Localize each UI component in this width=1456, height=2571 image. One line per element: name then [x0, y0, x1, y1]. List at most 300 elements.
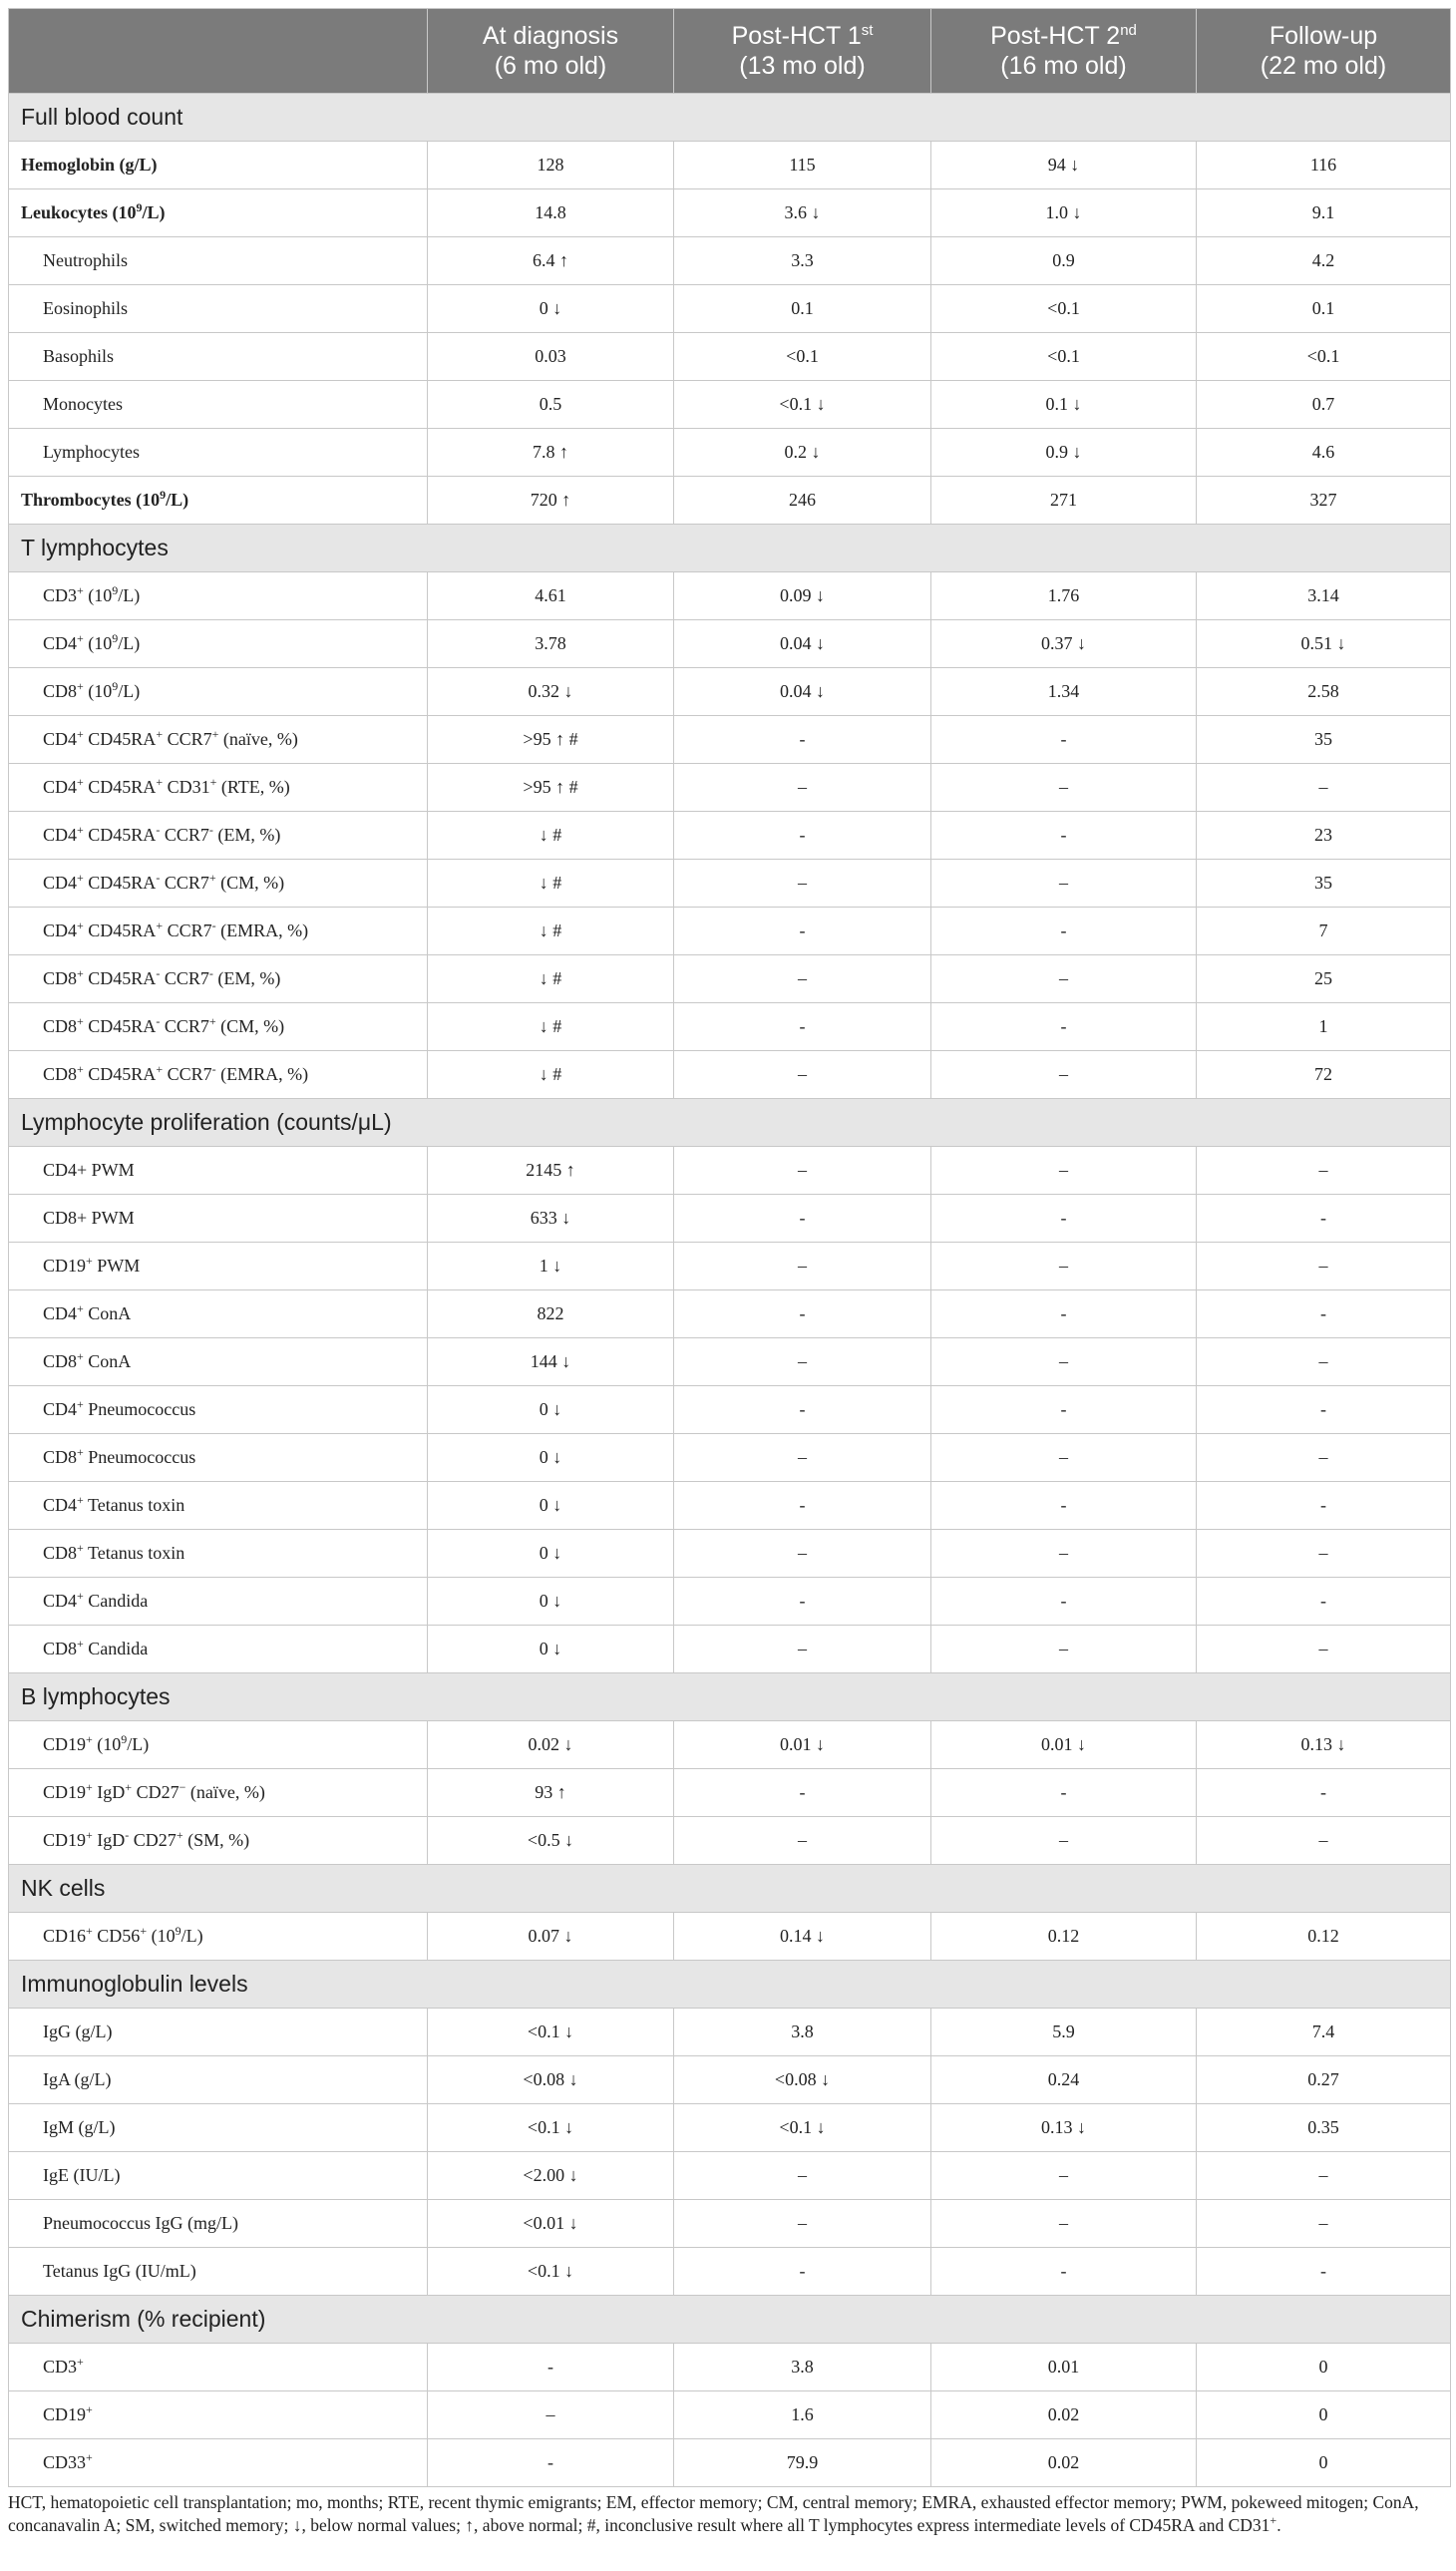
- row-label: [9, 1769, 428, 1817]
- value-cell: >95 ↑ #: [428, 716, 674, 764]
- table-row: [9, 429, 1451, 477]
- label-text: Tetanus toxin: [83, 1543, 185, 1563]
- value-cell: 633 ↓: [428, 1195, 674, 1243]
- row-label: [9, 1817, 428, 1865]
- label-text: CD4: [43, 920, 78, 940]
- table-row: [9, 237, 1451, 285]
- row-label: [9, 429, 428, 477]
- value-cell: -: [428, 2344, 674, 2391]
- row-label: [9, 142, 428, 189]
- header-at-diagnosis-line2: (6 mo old): [494, 52, 607, 80]
- value-cell: -: [931, 1578, 1197, 1626]
- label-superscript: +: [77, 871, 84, 885]
- value-cell: <0.08 ↓: [428, 2056, 674, 2104]
- value-cell: –: [931, 2200, 1197, 2248]
- value-cell: 0.04 ↓: [674, 668, 931, 716]
- label-text: CD27: [129, 1830, 177, 1850]
- label-text: CD8+ PWM: [43, 1208, 135, 1228]
- value-cell: -: [1197, 1769, 1451, 1817]
- value-cell: –: [931, 1147, 1197, 1195]
- label-text: Candida: [83, 1639, 149, 1658]
- row-label: [9, 572, 428, 620]
- label-superscript: +: [156, 918, 164, 932]
- row-label: [9, 2056, 428, 2104]
- table-row: [9, 1817, 1451, 1865]
- value-cell: –: [674, 1243, 931, 1290]
- value-cell: 0.37 ↓: [931, 620, 1197, 668]
- label-text: CD33: [43, 2452, 87, 2472]
- label-text: Lymphocytes: [43, 442, 140, 462]
- row-label: [9, 1386, 428, 1434]
- value-cell: 7: [1197, 908, 1451, 955]
- section-title: Lymphocyte proliferation (counts/μL): [9, 1099, 1451, 1147]
- label-superscript: +: [77, 1637, 84, 1651]
- value-cell: 7.4: [1197, 2009, 1451, 2056]
- value-cell: 14.8: [428, 189, 674, 237]
- value-cell: 2.58: [1197, 668, 1451, 716]
- header-post-hct-2nd-line2: (16 mo old): [1000, 52, 1127, 80]
- value-cell: 144 ↓: [428, 1338, 674, 1386]
- label-text: IgE (IU/L): [43, 2165, 121, 2185]
- value-cell: -: [931, 908, 1197, 955]
- header-at-diagnosis-line1: At diagnosis: [482, 22, 619, 50]
- label-text: CD4: [43, 1591, 78, 1611]
- value-cell: 327: [1197, 477, 1451, 525]
- label-superscript: -: [156, 823, 161, 837]
- value-cell: –: [1197, 1338, 1451, 1386]
- label-superscript: -: [208, 823, 213, 837]
- table-body: [9, 94, 1451, 2487]
- label-text: Pneumococcus: [83, 1447, 196, 1467]
- value-cell: 94 ↓: [931, 142, 1197, 189]
- value-cell: –: [1197, 1626, 1451, 1673]
- row-label: [9, 477, 428, 525]
- header-follow-up-line2: (22 mo old): [1260, 52, 1387, 80]
- label-text: CD4: [43, 825, 78, 845]
- label-text: CD45RA: [83, 729, 157, 749]
- value-cell: -: [931, 1386, 1197, 1434]
- table-row: [9, 1386, 1451, 1434]
- label-text: CD45RA: [83, 1016, 157, 1036]
- label-superscript: +: [77, 918, 84, 932]
- value-cell: 35: [1197, 716, 1451, 764]
- value-cell: 0.01 ↓: [674, 1721, 931, 1769]
- table-row: [9, 572, 1451, 620]
- label-text: IgG (g/L): [43, 2021, 113, 2041]
- value-cell: ↓ #: [428, 955, 674, 1003]
- value-cell: 0.51 ↓: [1197, 620, 1451, 668]
- value-cell: 0: [1197, 2391, 1451, 2439]
- label-text: (EM, %): [212, 968, 281, 988]
- label-superscript: +: [86, 1924, 93, 1938]
- row-label: [9, 908, 428, 955]
- value-cell: -: [931, 1769, 1197, 1817]
- label-superscript: +: [156, 1062, 164, 1076]
- label-superscript: -: [156, 1014, 161, 1028]
- row-label: [9, 1721, 428, 1769]
- label-text: ConA: [83, 1303, 132, 1323]
- value-cell: 0.03: [428, 333, 674, 381]
- label-superscript: +: [77, 727, 84, 741]
- label-text: CD4: [43, 1495, 78, 1515]
- label-text: CD45RA: [83, 1064, 157, 1084]
- label-text: CD19: [43, 1830, 87, 1850]
- row-label: [9, 1243, 428, 1290]
- table-row: [9, 620, 1451, 668]
- value-cell: –: [1197, 2152, 1451, 2200]
- value-cell: 0.12: [931, 1913, 1197, 1961]
- label-superscript: 9: [112, 679, 119, 693]
- table-row: [9, 1626, 1451, 1673]
- label-text: CD19: [43, 1734, 87, 1754]
- value-cell: –: [931, 955, 1197, 1003]
- label-superscript: +: [176, 1828, 183, 1842]
- value-cell: –: [931, 1434, 1197, 1482]
- label-text: Basophils: [43, 346, 115, 366]
- section-title: T lymphocytes: [9, 525, 1451, 572]
- value-cell: 23: [1197, 812, 1451, 860]
- label-superscript: +: [86, 2402, 93, 2416]
- label-text: CCR7: [160, 825, 209, 845]
- value-cell: –: [931, 1626, 1197, 1673]
- value-cell: –: [1197, 1243, 1451, 1290]
- value-cell: 0.9: [931, 237, 1197, 285]
- value-cell: 0.13 ↓: [1197, 1721, 1451, 1769]
- table-row: [9, 2344, 1451, 2391]
- value-cell: 0.01: [931, 2344, 1197, 2391]
- label-text: CD8: [43, 1447, 78, 1467]
- table-row: [9, 142, 1451, 189]
- value-cell: 0.14 ↓: [674, 1913, 931, 1961]
- label-superscript: -: [211, 918, 216, 932]
- label-superscript: 9: [160, 488, 167, 502]
- label-superscript: 9: [112, 583, 119, 597]
- value-cell: -: [1197, 1290, 1451, 1338]
- label-text: IgD: [92, 1782, 126, 1802]
- label-text: (10: [147, 1926, 176, 1946]
- value-cell: -: [1197, 1482, 1451, 1530]
- value-cell: 128: [428, 142, 674, 189]
- table-row: [9, 1243, 1451, 1290]
- row-label: [9, 860, 428, 908]
- table-row: [9, 1290, 1451, 1338]
- value-cell: 25: [1197, 955, 1451, 1003]
- value-cell: 7.8 ↑: [428, 429, 674, 477]
- row-label: [9, 955, 428, 1003]
- value-cell: –: [931, 1243, 1197, 1290]
- value-cell: -: [931, 1195, 1197, 1243]
- value-cell: –: [931, 1051, 1197, 1099]
- value-cell: 0.27: [1197, 2056, 1451, 2104]
- value-cell: 0 ↓: [428, 1386, 674, 1434]
- row-label: [9, 333, 428, 381]
- row-label: [9, 1482, 428, 1530]
- row-label: [9, 189, 428, 237]
- value-cell: -: [428, 2439, 674, 2487]
- value-cell: –: [428, 2391, 674, 2439]
- label-superscript: +: [77, 1349, 84, 1363]
- label-text: CD4+ PWM: [43, 1160, 135, 1180]
- label-text: CD4: [43, 777, 78, 797]
- label-superscript: +: [209, 775, 217, 789]
- label-superscript: +: [77, 1445, 84, 1459]
- label-text: CD45RA: [83, 825, 157, 845]
- value-cell: 72: [1197, 1051, 1451, 1099]
- section-header-row: [9, 1673, 1451, 1721]
- value-cell: 4.6: [1197, 429, 1451, 477]
- table-row: [9, 764, 1451, 812]
- value-cell: 0 ↓: [428, 1434, 674, 1482]
- value-cell: –: [1197, 1434, 1451, 1482]
- value-cell: –: [674, 1817, 931, 1865]
- label-superscript: +: [208, 871, 216, 885]
- value-cell: <0.1 ↓: [674, 2104, 931, 2152]
- label-text: /L): [181, 1926, 203, 1946]
- label-superscript: +: [86, 1828, 93, 1842]
- label-superscript: -: [211, 1062, 216, 1076]
- row-label: [9, 1913, 428, 1961]
- label-text: CD27: [132, 1782, 180, 1802]
- value-cell: –: [931, 1817, 1197, 1865]
- table-row: [9, 716, 1451, 764]
- label-text: CD45RA: [83, 777, 157, 797]
- label-text: (10: [92, 1734, 122, 1754]
- value-cell: -: [674, 2248, 931, 2296]
- value-cell: -: [1197, 1578, 1451, 1626]
- value-cell: 0.1: [674, 285, 931, 333]
- value-cell: –: [931, 1530, 1197, 1578]
- row-label: [9, 1051, 428, 1099]
- section-title: B lymphocytes: [9, 1673, 1451, 1721]
- label-text: /L): [118, 681, 141, 701]
- value-cell: -: [931, 716, 1197, 764]
- table-row: [9, 668, 1451, 716]
- label-text: CCR7: [160, 968, 209, 988]
- value-cell: 0.01 ↓: [931, 1721, 1197, 1769]
- row-label: [9, 285, 428, 333]
- value-cell: >95 ↑ #: [428, 764, 674, 812]
- header-post-hct-1st: [674, 9, 931, 94]
- value-cell: ↓ #: [428, 812, 674, 860]
- row-label: [9, 2439, 428, 2487]
- value-cell: 93 ↑: [428, 1769, 674, 1817]
- value-cell: ↓ #: [428, 1051, 674, 1099]
- value-cell: 3.8: [674, 2009, 931, 2056]
- label-text: CD3: [43, 585, 78, 605]
- table-row: [9, 333, 1451, 381]
- value-cell: 0: [1197, 2439, 1451, 2487]
- label-text: /L): [127, 1734, 150, 1754]
- table-row: [9, 1578, 1451, 1626]
- row-label: [9, 1626, 428, 1673]
- label-text: CD8: [43, 1351, 78, 1371]
- value-cell: 4.61: [428, 572, 674, 620]
- label-text: PWM: [92, 1256, 141, 1276]
- value-cell: -: [674, 1578, 931, 1626]
- value-cell: –: [674, 1051, 931, 1099]
- label-superscript: +: [86, 1780, 93, 1794]
- label-superscript: +: [77, 1301, 84, 1315]
- lab-results-table: [8, 8, 1451, 2487]
- value-cell: 0 ↓: [428, 1482, 674, 1530]
- label-text: CD4: [43, 873, 78, 893]
- table-row: [9, 2056, 1451, 2104]
- table-row: [9, 2391, 1451, 2439]
- table-row: [9, 2104, 1451, 2152]
- value-cell: –: [674, 2200, 931, 2248]
- value-cell: -: [1197, 1386, 1451, 1434]
- value-cell: 6.4 ↑: [428, 237, 674, 285]
- value-cell: ↓ #: [428, 908, 674, 955]
- row-label: [9, 764, 428, 812]
- label-superscript: -: [156, 871, 161, 885]
- value-cell: 0.02: [931, 2439, 1197, 2487]
- table-row: [9, 189, 1451, 237]
- header-post-hct-2nd-sup: nd: [1120, 22, 1137, 39]
- label-text: Neutrophils: [43, 250, 128, 270]
- table-row: [9, 2152, 1451, 2200]
- label-superscript: −: [179, 1780, 186, 1794]
- value-cell: –: [674, 1338, 931, 1386]
- value-cell: –: [1197, 1530, 1451, 1578]
- value-cell: 3.14: [1197, 572, 1451, 620]
- value-cell: –: [674, 1626, 931, 1673]
- label-text: (naïve, %): [218, 729, 298, 749]
- label-superscript: +: [77, 823, 84, 837]
- label-superscript: +: [156, 775, 164, 789]
- table-row: [9, 1913, 1451, 1961]
- table-row: [9, 2439, 1451, 2487]
- value-cell: <0.1: [1197, 333, 1451, 381]
- header-post-hct-1st-line1: Post-HCT 1: [731, 22, 862, 50]
- label-text: CD4: [43, 1399, 78, 1419]
- label-text: CD3: [43, 2357, 78, 2377]
- table-row: [9, 860, 1451, 908]
- value-cell: 0.5: [428, 381, 674, 429]
- value-cell: 0.1: [1197, 285, 1451, 333]
- label-text: CD31: [163, 777, 210, 797]
- label-superscript: +: [208, 1014, 216, 1028]
- value-cell: 0.07 ↓: [428, 1913, 674, 1961]
- label-text: Hemoglobin (g/L): [21, 155, 158, 175]
- label-text: IgM (g/L): [43, 2117, 116, 2137]
- value-cell: 0 ↓: [428, 1578, 674, 1626]
- value-cell: 246: [674, 477, 931, 525]
- label-superscript: +: [156, 727, 164, 741]
- value-cell: -: [931, 1290, 1197, 1338]
- header-post-hct-1st-sup: st: [861, 22, 874, 39]
- footnote-sup: +: [1270, 2513, 1277, 2527]
- label-superscript: +: [77, 631, 84, 645]
- value-cell: 3.8: [674, 2344, 931, 2391]
- value-cell: –: [674, 2152, 931, 2200]
- label-superscript: +: [77, 1589, 84, 1603]
- row-label: [9, 2248, 428, 2296]
- value-cell: -: [674, 812, 931, 860]
- value-cell: –: [931, 1338, 1197, 1386]
- row-label: [9, 620, 428, 668]
- value-cell: <0.1 ↓: [428, 2009, 674, 2056]
- value-cell: 1.34: [931, 668, 1197, 716]
- value-cell: -: [674, 1003, 931, 1051]
- row-label: [9, 1195, 428, 1243]
- section-header-row: [9, 525, 1451, 572]
- value-cell: 0.13 ↓: [931, 2104, 1197, 2152]
- label-text: ConA: [83, 1351, 132, 1371]
- value-cell: -: [674, 908, 931, 955]
- header-follow-up-line1: Follow-up: [1269, 22, 1378, 50]
- label-text: Candida: [83, 1591, 149, 1611]
- value-cell: 79.9: [674, 2439, 931, 2487]
- label-superscript: +: [86, 2450, 93, 2464]
- footnote-end: .: [1276, 2515, 1281, 2535]
- value-cell: -: [674, 1290, 931, 1338]
- label-text: Leukocytes (10: [21, 202, 137, 222]
- value-cell: 0.9 ↓: [931, 429, 1197, 477]
- label-superscript: 9: [121, 1732, 128, 1746]
- section-header-row: [9, 2296, 1451, 2344]
- label-superscript: +: [77, 1014, 84, 1028]
- value-cell: <0.01 ↓: [428, 2200, 674, 2248]
- label-text: CCR7: [160, 1016, 209, 1036]
- row-label: [9, 1003, 428, 1051]
- table-row: [9, 1147, 1451, 1195]
- value-cell: -: [931, 812, 1197, 860]
- row-label: [9, 1578, 428, 1626]
- label-text: (EM, %): [212, 825, 281, 845]
- value-cell: 116: [1197, 142, 1451, 189]
- value-cell: 0.09 ↓: [674, 572, 931, 620]
- label-text: CD8: [43, 1064, 78, 1084]
- value-cell: –: [674, 955, 931, 1003]
- value-cell: <0.1: [931, 285, 1197, 333]
- row-label: [9, 1530, 428, 1578]
- label-text: CD16: [43, 1926, 87, 1946]
- value-cell: 0 ↓: [428, 1530, 674, 1578]
- value-cell: –: [674, 860, 931, 908]
- label-text: Pneumococcus IgG (mg/L): [43, 2213, 238, 2233]
- value-cell: <0.1 ↓: [428, 2248, 674, 2296]
- value-cell: –: [674, 764, 931, 812]
- value-cell: 0.7: [1197, 381, 1451, 429]
- results-table-figure: [8, 8, 1450, 2537]
- value-cell: -: [1197, 2248, 1451, 2296]
- label-text: CD4: [43, 1303, 78, 1323]
- label-superscript: +: [77, 2355, 84, 2369]
- label-text: CCR7: [163, 729, 212, 749]
- label-text: CD4: [43, 633, 78, 653]
- section-title: Full blood count: [9, 94, 1451, 142]
- label-text: Pneumococcus: [83, 1399, 196, 1419]
- value-cell: –: [1197, 1817, 1451, 1865]
- label-superscript: +: [77, 1493, 84, 1507]
- table-row: [9, 2200, 1451, 2248]
- label-superscript: +: [140, 1924, 148, 1938]
- value-cell: -: [1197, 1195, 1451, 1243]
- label-text: /L): [142, 202, 166, 222]
- label-text: CD8: [43, 1543, 78, 1563]
- section-title: Immunoglobulin levels: [9, 1961, 1451, 2009]
- header-post-hct-2nd-line1: Post-HCT 2: [990, 22, 1121, 50]
- label-superscript: +: [77, 966, 84, 980]
- label-superscript: +: [211, 727, 219, 741]
- label-text: /L): [118, 633, 141, 653]
- value-cell: 0.2 ↓: [674, 429, 931, 477]
- label-text: (CM, %): [215, 873, 285, 893]
- header-blank-cell: [9, 9, 428, 94]
- table-row: [9, 1003, 1451, 1051]
- value-cell: 35: [1197, 860, 1451, 908]
